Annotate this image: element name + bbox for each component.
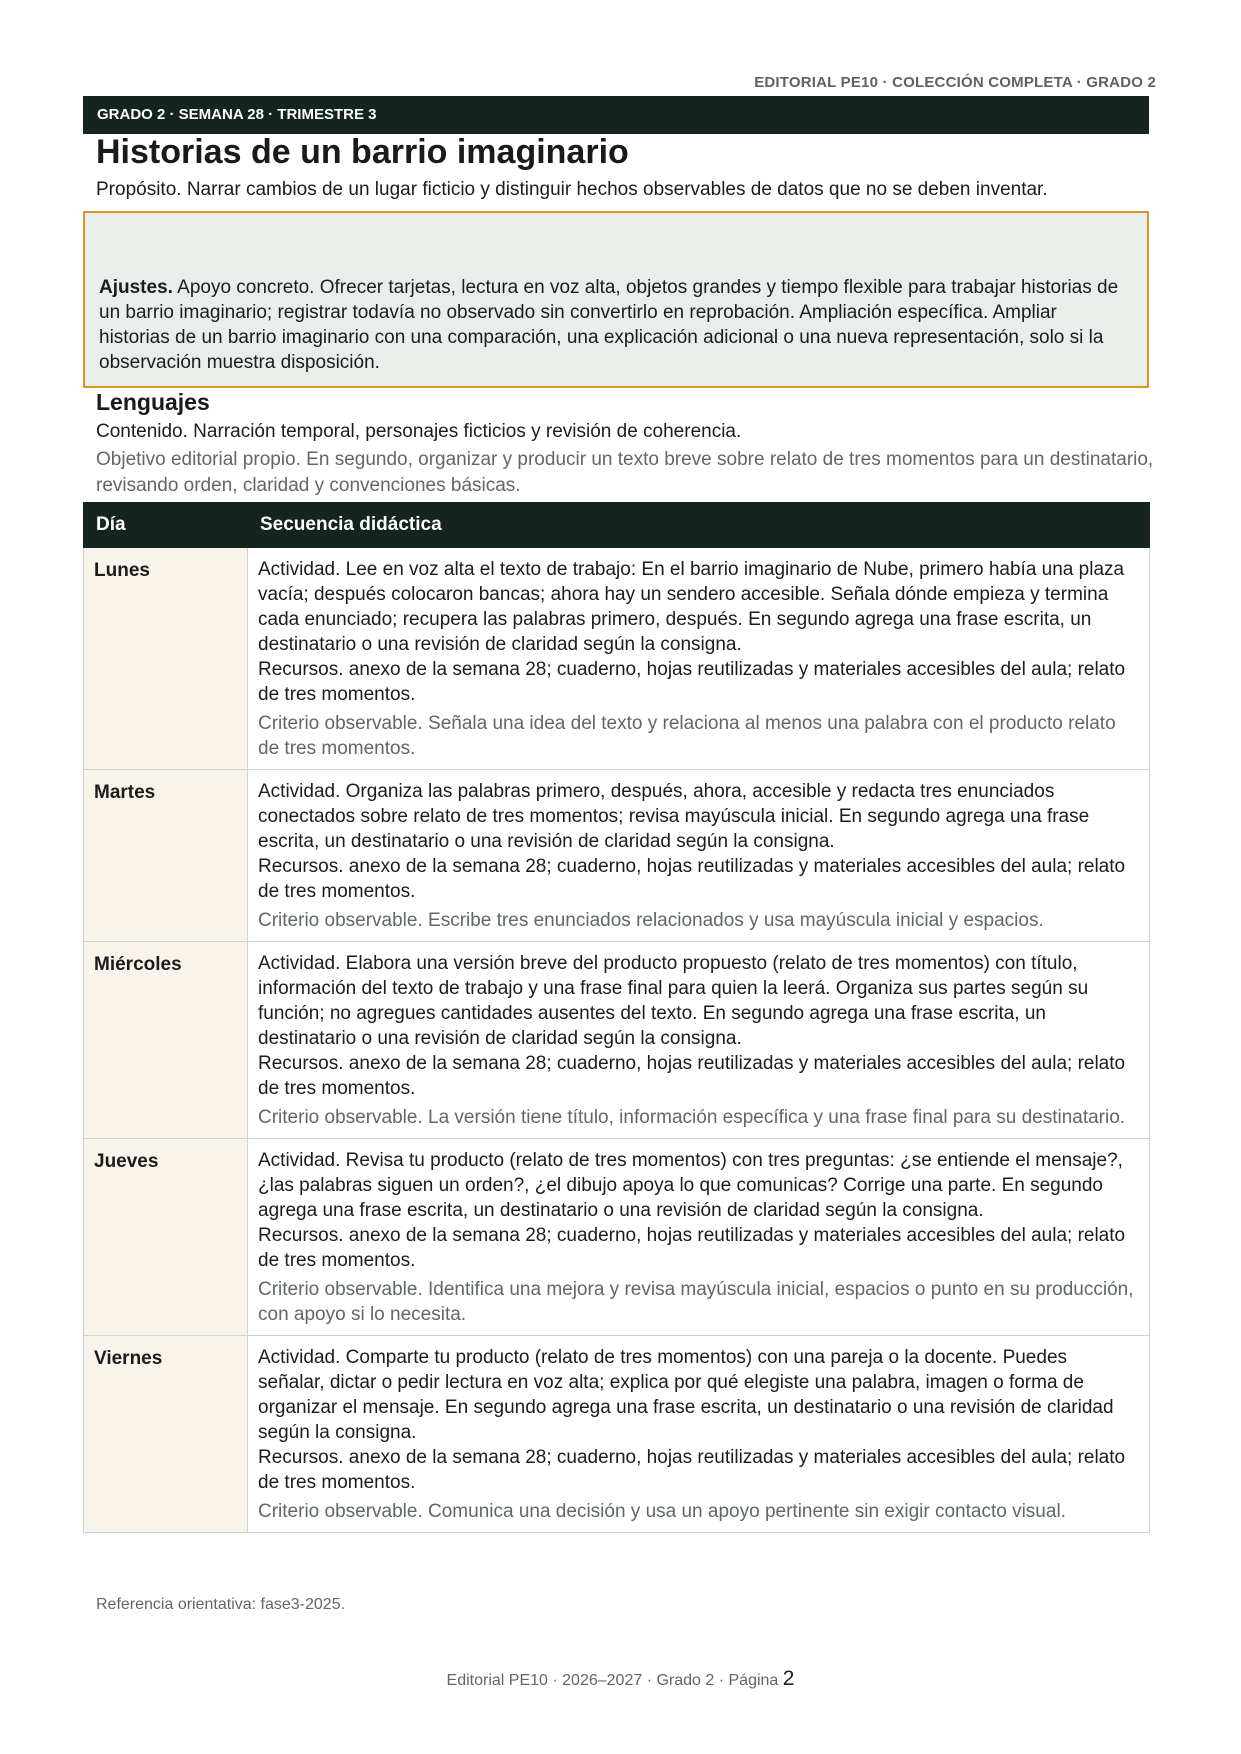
- activity-text: Actividad. Comparte tu producto (relato de tres momentos) con una pareja o la docente. Puedes señalar, dictar o pedir lectura en voz alta; explica por qué elegiste una palabra, imagen o forma de organizar el mensaje. En segundo agrega una frase escrita, un destinatario o una revisión de claridad según la consigna.: [258, 1347, 1114, 1443]
- criterion-text: Criterio observable. La versión tiene título, información específica y una frase final para su destinatario.: [258, 1107, 1126, 1128]
- resources-text: Recursos. anexo de la semana 28; cuaderno, hojas reutilizadas y materiales accesibles del aula; relato de tres momentos.: [258, 856, 1126, 902]
- criterion-text: Criterio observable. Escribe tres enunciados relacionados y usa mayúscula inicial y espacios.: [258, 910, 1044, 931]
- sequence-cell: [248, 1139, 1150, 1336]
- header-sequence: Secuencia didáctica: [248, 503, 1150, 548]
- objective-text: Objetivo editorial propio. En segundo, organizar y producir un texto breve sobre relato de tres momentos para un destinatario, revisando orden, claridad y convenciones básicas.: [96, 449, 1154, 496]
- day-cell: Jueves: [84, 1139, 248, 1336]
- criterion-text: Criterio observable. Identifica una mejora y revisa mayúscula inicial, espacios o punto en su producción, con apoyo si lo necesita.: [258, 1279, 1134, 1325]
- sequence-cell: [248, 1336, 1150, 1533]
- resources-text: Recursos. anexo de la semana 28; cuaderno, hojas reutilizadas y materiales accesibles del aula; relato de tres momentos.: [258, 1225, 1126, 1271]
- content-text: Contenido. Narración temporal, personajes ficticios y revisión de coherencia.: [96, 421, 742, 442]
- subject-heading: Lenguajes: [96, 389, 210, 415]
- table-row: [84, 770, 1150, 942]
- reference-note: Referencia orientativa: fase3-2025.: [96, 1596, 346, 1613]
- didactic-sequence-table: [83, 502, 1150, 1533]
- day-cell: Miércoles: [84, 942, 248, 1139]
- adjustments-box: [83, 211, 1149, 388]
- activity-text: Actividad. Elabora una versión breve del producto propuesto (relato de tres momentos) con título, información del texto de trabajo y una frase final para quien la leerá. Organiza sus partes según su función; no agregues cantidades ausentes del texto. En segundo agrega una frase escrita, un destinatario o una revisión de claridad según la consigna.: [258, 953, 1089, 1049]
- footer-text: Editorial PE10 · 2026–2027 · Grado 2 · Página: [446, 1672, 783, 1689]
- table-row: [84, 548, 1150, 770]
- collection-header: EDITORIAL PE10 · COLECCIÓN COMPLETA · GRADO 2: [754, 74, 1156, 91]
- table-row: [84, 942, 1150, 1139]
- sequence-cell: [248, 548, 1150, 770]
- resources-text: Recursos. anexo de la semana 28; cuaderno, hojas reutilizadas y materiales accesibles del aula; relato de tres momentos.: [258, 659, 1126, 705]
- adjustments-text: Apoyo concreto. Ofrecer tarjetas, lectura en voz alta, objetos grandes y tiempo flexible para trabajar historias de un barrio imaginario; registrar todavía no observado sin convertirlo en reprobación. Ampliación específica. Ampliar historias de un barrio imaginario con una comparación, una explicación adicional o una nueva representación, solo si la observación muestra disposición.: [99, 277, 1119, 373]
- page-title: Historias de un barrio imaginario: [96, 133, 629, 171]
- activity-text: Actividad. Revisa tu producto (relato de tres momentos) con tres preguntas: ¿se entiende el mensaje?, ¿las palabras siguen un orden?, ¿el dibujo apoya lo que comunicas? Corrige una parte. En segundo agrega una frase escrita, un destinatario o una revisión de claridad según la consigna.: [258, 1150, 1123, 1221]
- sequence-cell: [248, 770, 1150, 942]
- sequence-cell: [248, 942, 1150, 1139]
- activity-text: Actividad. Organiza las palabras primero, después, ahora, accesible y redacta tres enunciados conectados sobre relato de tres momentos; revisa mayúscula inicial. En segundo agrega una frase escrita, un destinatario o una revisión de claridad según la consigna.: [258, 781, 1090, 852]
- day-cell: Lunes: [84, 548, 248, 770]
- table-row: [84, 1336, 1150, 1533]
- resources-text: Recursos. anexo de la semana 28; cuaderno, hojas reutilizadas y materiales accesibles del aula; relato de tres momentos.: [258, 1053, 1126, 1099]
- page-footer: [0, 1667, 1241, 1691]
- grade-week-band: GRADO 2 · SEMANA 28 · TRIMESTRE 3: [83, 96, 1149, 134]
- criterion-text: Criterio observable. Señala una idea del texto y relaciona al menos una palabra con el producto relato de tres momentos.: [258, 713, 1116, 759]
- day-cell: Viernes: [84, 1336, 248, 1533]
- activity-text: Actividad. Lee en voz alta el texto de trabajo: En el barrio imaginario de Nube, primero había una plaza vacía; después colocaron bancas; ahora hay un sendero accesible. Señala dónde empieza y termina cada enunciado; recupera las palabras primero, después. En segundo agrega una frase escrita, un destinatario o una revisión de claridad según la consigna.: [258, 559, 1125, 655]
- header-day: Día: [84, 503, 248, 548]
- table-header-row: [84, 503, 1150, 548]
- resources-text: Recursos. anexo de la semana 28; cuaderno, hojas reutilizadas y materiales accesibles del aula; relato de tres momentos.: [258, 1447, 1126, 1493]
- page-number: 2: [782, 1667, 795, 1690]
- purpose-text: Propósito. Narrar cambios de un lugar ficticio y distinguir hechos observables de datos que no se deben inventar.: [96, 179, 1048, 200]
- criterion-text: Criterio observable. Comunica una decisión y usa un apoyo pertinente sin exigir contacto visual.: [258, 1501, 1066, 1522]
- table-row: [84, 1139, 1150, 1336]
- adjustments-label: Ajustes.: [99, 277, 173, 298]
- day-cell: Martes: [84, 770, 248, 942]
